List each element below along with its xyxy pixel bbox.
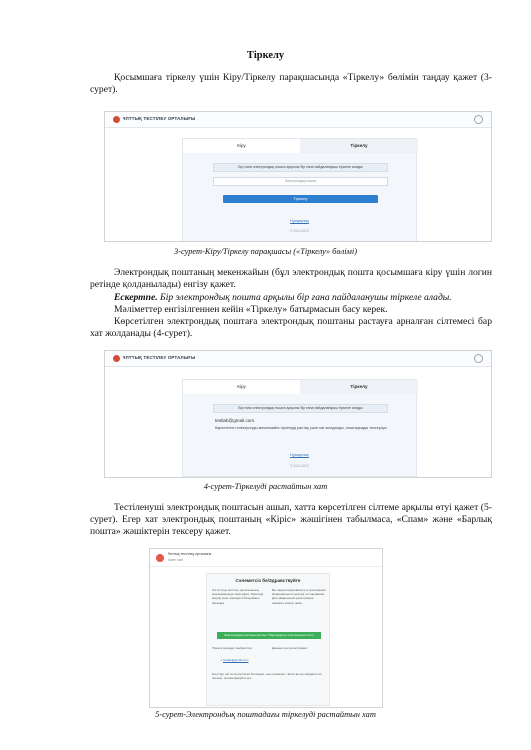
paragraph-confirmation-letter xyxy=(90,316,492,340)
figure-caption-5: 5-сурет-Электрондық поштадағы тіркелуді растайтын хат xyxy=(155,710,376,719)
logo-icon xyxy=(113,116,120,123)
auth-card xyxy=(182,138,417,242)
manual-link[interactable]: Нұсқаулық xyxy=(290,453,309,457)
mail-sender: Ұлттық тестілеу орталығы xyxy=(168,552,212,556)
mail-body xyxy=(206,573,330,706)
paragraph-open-mail xyxy=(90,502,492,537)
paragraph-open-mail-text: Тестіленуші электрондық поштасын ашып, хатта көрсетілген сілтеме арқылы өтуі қажет (5-сурет). Егер хат электрондық поштаның «Кіріс» жәшігінен табылмаса, «Спам» және «Барлық пошта» жәшіктерін тексеру қажет. xyxy=(90,502,492,537)
footer-text: © 2015-2022 xyxy=(290,229,309,233)
page-title: Тіркелу xyxy=(246,50,285,61)
paragraph-press-register xyxy=(90,304,492,316)
paragraph-intro-text: Қосымшаға тіркелу үшін Кіру/Тіркелу парақшасында «Тіркелу» бөлімін таңдау қажет (3-сурет). xyxy=(90,72,492,95)
paragraph-press-register-text: Мәліметтер енгізілгеннен кейін «Тіркелу» батырмасын басу керек. xyxy=(114,304,388,315)
note-label: Ескертпе. xyxy=(114,292,158,303)
mail-email-row: ▪ testlab@gmail.com xyxy=(221,658,249,662)
screenshot-register-page xyxy=(104,111,492,242)
tab-login[interactable]: Кіру xyxy=(183,139,300,153)
footer-text: © 2015-2022 xyxy=(290,464,309,468)
manual-link[interactable]: Нұсқаулық xyxy=(290,219,309,223)
mail-footer: Егер бұл хатты сіз күтпеген болсаңыз, оны елемеңіз. / Если вы не ожидали это письмо, проигнорируйте его. xyxy=(212,672,322,681)
single-user-hint: Бір ғана электрондық пошта арқылы бір ғана пайдаланушы тіркеле алады xyxy=(213,404,388,413)
app-brand: ҰЛТТЫҚ ТЕСТІЛЕУ ОРТАЛЫҒЫ xyxy=(123,355,196,360)
mail-text-kk: Сіз Ұлттық тестілеу орталығының қосымшасында тіркелдіңіз. Тіркелуді аяқтау үшін төмендегі батырманы басыңыз. xyxy=(212,588,264,605)
sender-avatar-icon xyxy=(156,554,164,562)
confirm-email-button[interactable]: Электрондық поштаны растау / Подтвердить электронную почту xyxy=(217,632,321,639)
tab-register[interactable]: Тіркелу xyxy=(300,380,418,394)
screenshot-confirmation-sent xyxy=(104,350,492,478)
user-icon[interactable] xyxy=(474,354,483,363)
mail-email-link[interactable]: testlab@gmail.com xyxy=(222,658,249,662)
screenshot-confirmation-email xyxy=(149,548,383,708)
mail-details-ru: Данные при регистрации: xyxy=(272,646,308,650)
mail-header xyxy=(150,549,382,567)
user-icon[interactable] xyxy=(474,115,483,124)
mail-greeting: Сәлеметсіз бе/Здравствуйте xyxy=(235,578,301,583)
register-button[interactable]: Тіркелу xyxy=(223,195,378,203)
auth-card xyxy=(182,379,417,477)
entered-email: testlab@gmail.com xyxy=(215,418,255,423)
paragraph-email-input-text: Электрондық поштаның мекенжайын (бұл электрондық пошта қосымшаға кіру үшін логин ретінде қолданылады) енгізу қажет. xyxy=(90,267,492,290)
app-header xyxy=(105,112,491,128)
mail-text-ru: Вы зарегистрировались в приложении Национального центра тестирования. Для завершения регистрации нажмите кнопку ниже. xyxy=(272,588,326,605)
figure-caption-4: 4-сурет-Тіркелуді растайтын хат xyxy=(203,482,328,491)
figure-caption-3: 3-сурет-Кіру/Тіркелу парақшасы («Тіркелу» бөлімі) xyxy=(173,247,358,256)
paragraph-intro xyxy=(90,72,492,96)
mail-recipient: Кімге: мен xyxy=(168,558,184,562)
note-text: Бір электрондық пошта арқылы бір ғана пайдаланушы тіркеле алады. xyxy=(160,292,452,303)
paragraph-confirmation-letter-text: Көрсетілген электрондық поштаға электрондық поштаны растауға арналған сілтемесі бар хат жолданады (4-сурет). xyxy=(90,316,492,339)
logo-icon xyxy=(113,355,120,362)
single-user-hint: Бір ғана электрондық пошта арқылы бір ғана пайдаланушы тіркеле алады xyxy=(213,163,388,172)
app-brand: ҰЛТТЫҚ ТЕСТІЛЕУ ОРТАЛЫҒЫ xyxy=(123,116,196,121)
note-paragraph xyxy=(90,292,492,304)
tab-register[interactable]: Тіркелу xyxy=(300,139,418,153)
email-input[interactable]: Электрондық пошта xyxy=(213,177,388,186)
tab-login[interactable]: Кіру xyxy=(183,380,300,394)
app-header xyxy=(105,351,491,367)
confirmation-info: Көрсетілген электронды мекенжайға тіркелуді растау үшін хат жолданды, поштаңызды тексеріңіз. xyxy=(215,426,388,430)
paragraph-email-input xyxy=(90,267,492,291)
mail-details-kk: Тіркелу кезіндегі мәліметтер: xyxy=(212,646,253,650)
